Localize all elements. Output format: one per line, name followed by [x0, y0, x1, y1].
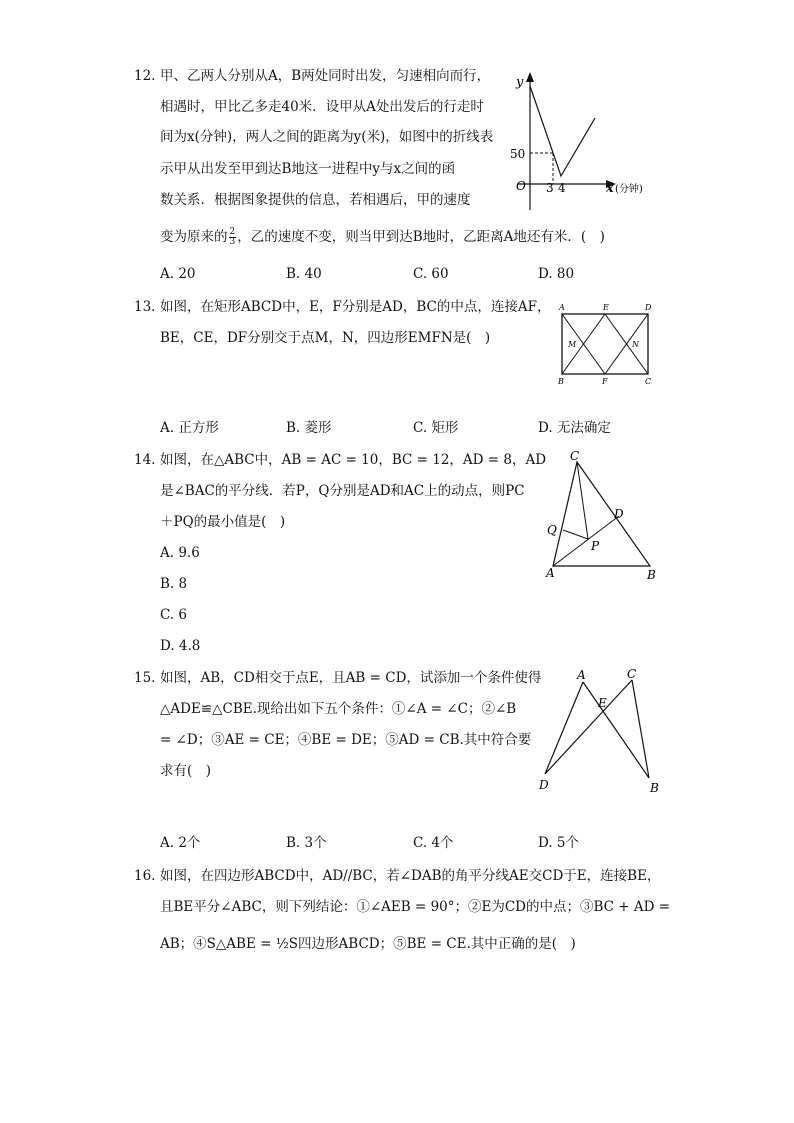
q15-number: 15. [134, 670, 156, 686]
label-d: D [614, 507, 624, 521]
label-d: D [645, 303, 652, 312]
q14-option-d[interactable]: D. 4.8 [160, 638, 201, 654]
fraction-denominator: 3 [229, 237, 236, 247]
q15-line-1: 如图，AB，CD相交于点E，且AB = CD，试添加一个条件使得 [160, 670, 542, 686]
q12-option-a[interactable]: A. 20 [160, 266, 196, 282]
q13-rectangle-figure [552, 300, 662, 390]
q16-line-3: AB；④S△ABE = ½S四边形ABCD；⑤BE = CE.其中正确的是( ) [160, 936, 576, 952]
graph-y-tick-50: 50 [510, 147, 526, 161]
y-axis-arrow-icon [526, 72, 534, 82]
graph-y-label: y [516, 75, 524, 90]
graph-x-tick-3: 3 [546, 181, 554, 195]
q14-option-a[interactable]: A. 9.6 [160, 545, 200, 561]
q12-line-6 [160, 228, 605, 247]
q12-option-b[interactable]: B. 40 [286, 266, 322, 282]
label-f: F [602, 377, 608, 386]
q15-line-2: △ADE≌△CBE.现给出如下五个条件：①∠A = ∠C；②∠B [160, 701, 517, 717]
q12-line-4: 示甲从出发至甲到达B地这一进程中y与x之间的函 [160, 161, 456, 177]
fraction-numerator: 2 [229, 227, 236, 237]
q12-line-5: 数关系．根据图象提供的信息，若相遇后，甲的速度 [160, 192, 471, 208]
segment-ad [545, 682, 583, 774]
q12-line-6-pre: 变为原来的 [160, 229, 228, 245]
q15-option-c[interactable]: C. 4个 [413, 835, 454, 851]
q14-option-c[interactable]: C. 6 [160, 607, 188, 623]
triangle-abc [553, 462, 650, 566]
q15-line-4: 求有( ) [160, 763, 212, 779]
q13-number: 13. [134, 299, 156, 315]
q14-line-1: 如图，在△ABC中，AB = AC = 10，BC = 12，AD = 8，AD [160, 452, 547, 468]
q14-line-2: 是∠BAC的平分线．若P，Q分别是AD和AC上的动点，则PC [160, 483, 525, 499]
label-e: E [598, 696, 607, 710]
q12-line-1: 甲、乙两人分别从A，B两处同时出发，匀速相向而行， [160, 68, 491, 84]
q15-option-b[interactable]: B. 3个 [286, 835, 327, 851]
q12-number: 12. [134, 68, 156, 84]
q16-line-1: 如图，在四边形ABCD中，AD//BC，若∠DAB的角平分线AE交CD于E，连接BE， [160, 868, 661, 884]
q15-line-3: = ∠D；③AE = CE；④BE = DE；⑤AD = CB.其中符合要 [160, 732, 532, 748]
label-a: A [559, 303, 565, 312]
q12-function-graph [500, 68, 680, 218]
q13-line-1: 如图，在矩形ABCD中，E，F分别是AD，BC的中点，连接AF， [160, 299, 551, 315]
segment-pc [577, 462, 588, 539]
q14-number: 14. [134, 452, 156, 468]
label-q: Q [547, 523, 557, 537]
label-c: C [645, 377, 652, 386]
label-m: M [568, 340, 577, 349]
label-b: B [558, 377, 564, 386]
fraction-two-thirds [229, 228, 237, 247]
q13-option-d[interactable]: D. 无法确定 [538, 420, 611, 436]
q15-crossed-segments-figure [532, 666, 672, 796]
q13-line-2: BE，CE，DF分别交于点M，N，四边形EMFN是( ) [160, 330, 491, 346]
q16-line-2: 且BE平分∠ABC，则下列结论：①∠AEB = 90°；②E为CD的中点；③BC + AD = [160, 899, 671, 915]
q13-option-b[interactable]: B. 菱形 [286, 420, 332, 436]
segment-cd [545, 680, 632, 774]
label-d: D [539, 778, 549, 792]
q12-option-c[interactable]: C. 60 [413, 266, 449, 282]
graph-x-label: x [606, 181, 614, 196]
graph-origin-label: O [516, 179, 526, 193]
label-c: C [627, 667, 637, 681]
segment-ab [583, 682, 649, 778]
q15-option-d[interactable]: D. 5个 [538, 835, 580, 851]
label-n: N [632, 340, 639, 349]
q13-option-a[interactable]: A. 正方形 [160, 420, 219, 436]
q12-line-2: 相遇时，甲比乙多走40米．设甲从A处出发后的行走时 [160, 99, 484, 115]
distance-polyline [530, 86, 595, 176]
label-a: A [546, 566, 555, 580]
graph-x-tick-4: 4 [558, 181, 566, 195]
label-b: B [647, 568, 656, 582]
segment-cb [632, 680, 649, 778]
q14-line-3: ＋PQ的最小值是( ) [160, 514, 286, 530]
segment-pq [563, 530, 588, 539]
q16-number: 16. [134, 868, 156, 884]
q12-line-6-post: ，乙的速度不变，则当甲到达B地时，乙距离A地还有米．( ) [237, 229, 605, 245]
q14-option-b[interactable]: B. 8 [160, 576, 188, 592]
label-e: E [603, 303, 609, 312]
q12-line-3: 间为x(分钟)，两人之间的距离为y(米)，如图中的折线表 [160, 129, 494, 145]
q12-option-d[interactable]: D. 80 [538, 266, 575, 282]
label-c: C [570, 449, 580, 463]
label-a: A [577, 668, 586, 682]
q14-triangle-figure [540, 449, 670, 587]
label-b: B [650, 781, 659, 795]
q13-option-c[interactable]: C. 矩形 [413, 420, 459, 436]
q15-option-a[interactable]: A. 2个 [160, 835, 201, 851]
graph-x-unit: (分钟) [615, 184, 643, 195]
label-p: P [591, 539, 600, 553]
